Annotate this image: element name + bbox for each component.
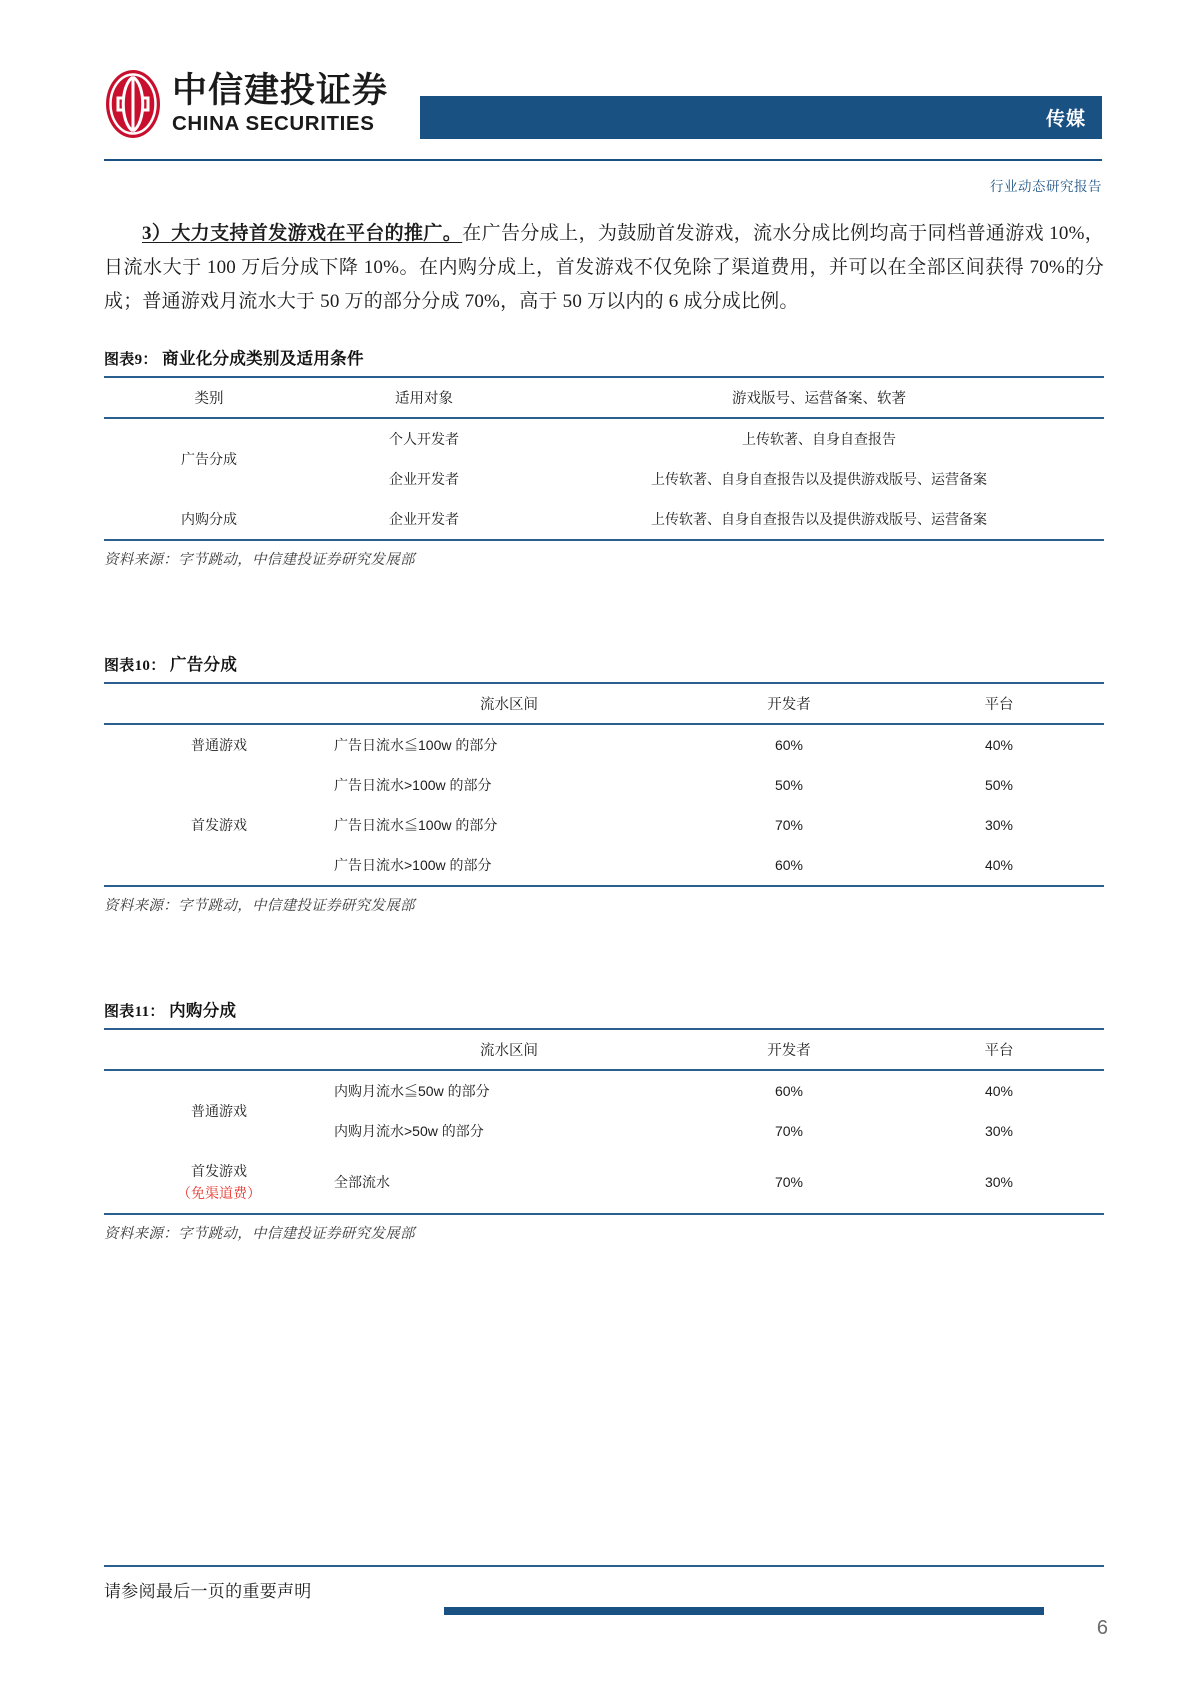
cell-range: [334, 724, 684, 765]
cell-platform-share: 40%: [984, 737, 1014, 753]
cell-platform-share: 30%: [984, 1123, 1014, 1139]
cell-range: [334, 805, 684, 845]
cell-category-text: 首发游戏: [191, 1163, 247, 1179]
exhibit-11-source: 资料来源：字节跳动，中信建投证券研究发展部: [104, 1226, 415, 1242]
cell-platform-share: 50%: [984, 777, 1014, 793]
column-header: [104, 683, 334, 724]
sector-banner: [420, 96, 1102, 139]
cell-range: [334, 845, 684, 886]
sector-tag: 传媒: [1045, 109, 1086, 130]
column-header: 平台: [894, 1029, 1104, 1070]
cell-developer-share: 70%: [684, 1151, 894, 1214]
cell-range-text: 广告日流水>100w 的部分: [334, 777, 492, 793]
cell-range: [334, 1070, 684, 1111]
cell-requirement: 上传软著、自身自查报告以及提供游戏版号、运营备案: [651, 471, 987, 487]
page-footer: [104, 1565, 1108, 1639]
page-header: [104, 58, 1104, 163]
cell-category: 内购分成: [104, 499, 314, 540]
table-row: [104, 418, 1104, 459]
cell-target: 个人开发者: [389, 431, 459, 447]
column-header: 游戏版号、运营备案、软著: [534, 377, 1104, 418]
page-number: 6: [1096, 1617, 1108, 1639]
exhibit-10-title: [104, 651, 1104, 675]
table-row: [104, 845, 1104, 886]
cell-category: [104, 765, 334, 805]
exhibit-9-label: 图表9：: [104, 352, 158, 368]
company-logo: [104, 68, 388, 140]
exhibit-11: [104, 997, 1104, 1243]
cell-requirement: 上传软著、自身自查报告以及提供游戏版号、运营备案: [534, 499, 1104, 540]
report-type-label: 行业动态研究报告: [990, 179, 1102, 194]
cell-platform-share: 40%: [894, 845, 1104, 886]
cell-platform-share: 40%: [984, 1083, 1014, 1099]
cell-platform-share: 30%: [984, 817, 1014, 833]
cell-range-text: 全部流水: [334, 1174, 390, 1190]
cell-range: [334, 765, 684, 805]
exhibit-9-caption: 商业化分成类别及适用条件: [162, 349, 364, 368]
column-header: 适用对象: [314, 377, 534, 418]
cell-developer-share: 70%: [774, 1123, 804, 1139]
logo-company-name-cn: 中信建投证券: [172, 71, 389, 111]
cell-category: 广告分成: [181, 451, 237, 467]
cell-range-text: 广告日流水>100w 的部分: [334, 857, 492, 873]
footer-accent-bar: [444, 1607, 1044, 1615]
cell-developer-share: 70%: [774, 817, 804, 833]
column-header: 流水区间: [334, 683, 684, 724]
column-header: [104, 1029, 334, 1070]
table-header-row: [104, 1029, 1104, 1070]
exhibit-11-caption: 内购分成: [169, 1001, 237, 1020]
cell-target: 企业开发者: [314, 499, 534, 540]
table-row: [104, 1070, 1104, 1111]
cell-developer-share: 60%: [774, 1083, 804, 1099]
table-row: [104, 765, 1104, 805]
exhibit-10-label: 图表10：: [104, 658, 166, 674]
cell-category: [104, 845, 334, 886]
table-row: [104, 724, 1104, 765]
footer-row: [104, 1577, 1108, 1639]
cell-platform-share: 30%: [894, 1151, 1104, 1214]
cell-range-text: 内购月流水≦50w 的部分: [334, 1083, 490, 1099]
cell-developer-share: 60%: [774, 737, 804, 753]
logo-company-name-en: CHINA SECURITIES: [172, 112, 375, 136]
exhibit-11-label: 图表11：: [104, 1004, 165, 1020]
exhibit-10-source: 资料来源：字节跳动，中信建投证券研究发展部: [104, 898, 415, 914]
cell-range: [334, 1111, 684, 1151]
spacer: [104, 569, 1104, 625]
column-header: 流水区间: [334, 1029, 684, 1070]
exhibit-11-title: [104, 997, 1104, 1021]
exhibit-10-table: [104, 682, 1104, 887]
exhibit-10-caption: 广告分成: [169, 655, 238, 674]
spacer: [104, 915, 1104, 971]
column-header: 类别: [104, 377, 314, 418]
cell-range-text: 内购月流水>50w 的部分: [334, 1123, 484, 1139]
header-divider: [104, 159, 1102, 161]
exhibit-11-table: [104, 1028, 1104, 1215]
table-header-row: [104, 377, 1104, 418]
cell-developer-share: 50%: [774, 777, 804, 793]
column-header: 平台: [894, 683, 1104, 724]
cell-category: [104, 1151, 334, 1214]
body-paragraph: [104, 217, 1104, 319]
exhibit-10: [104, 651, 1104, 915]
page-content: [104, 217, 1104, 1243]
cell-category: 首发游戏: [191, 817, 247, 833]
column-header: 开发者: [684, 1029, 894, 1070]
cell-range-text: 广告日流水≦100w 的部分: [334, 737, 498, 753]
csc-logo-icon: [104, 68, 162, 140]
exhibit-9-title: [104, 345, 1104, 369]
footer-divider: [104, 1565, 1104, 1567]
cell-range: [334, 1151, 684, 1214]
exhibit-9: [104, 345, 1104, 569]
exhibit-9-source: 资料来源：字节跳动，中信建投证券研究发展部: [104, 552, 415, 568]
cell-category: 普通游戏: [191, 1103, 247, 1119]
table-row: [104, 499, 1104, 540]
cell-range-text: 广告日流水≦100w 的部分: [334, 817, 498, 833]
table-row: [104, 1151, 1104, 1214]
table-row: [104, 805, 1104, 845]
cell-developer-share: 60%: [684, 845, 894, 886]
footer-disclaimer: 请参阅最后一页的重要声明: [104, 1582, 312, 1601]
exhibit-9-table: [104, 376, 1104, 541]
table-header-row: [104, 683, 1104, 724]
paragraph-lead-sentence: 3）大力支持首发游戏在平台的推广。: [142, 223, 463, 244]
column-header: 开发者: [684, 683, 894, 724]
paragraph-body-text: 在广告分成上，为鼓励首发游戏，流水分成比例均高于同档普通游戏 10%，日流水大于 100 万后分成下降 10%。在内购分成上，首发游戏不仅免除了渠道费用，并可以在全部区间获得 70%的分成；普通游戏月流水大于 50 万的部分分成 70%，高于 50 万以内的 6 成分成比例。: [104, 223, 1104, 312]
cell-category-note: （免渠道费）: [177, 1185, 261, 1201]
cell-target: 企业开发者: [389, 471, 459, 487]
cell-category: 普通游戏: [191, 737, 247, 753]
cell-requirement: 上传软著、自身自查报告: [742, 431, 896, 447]
